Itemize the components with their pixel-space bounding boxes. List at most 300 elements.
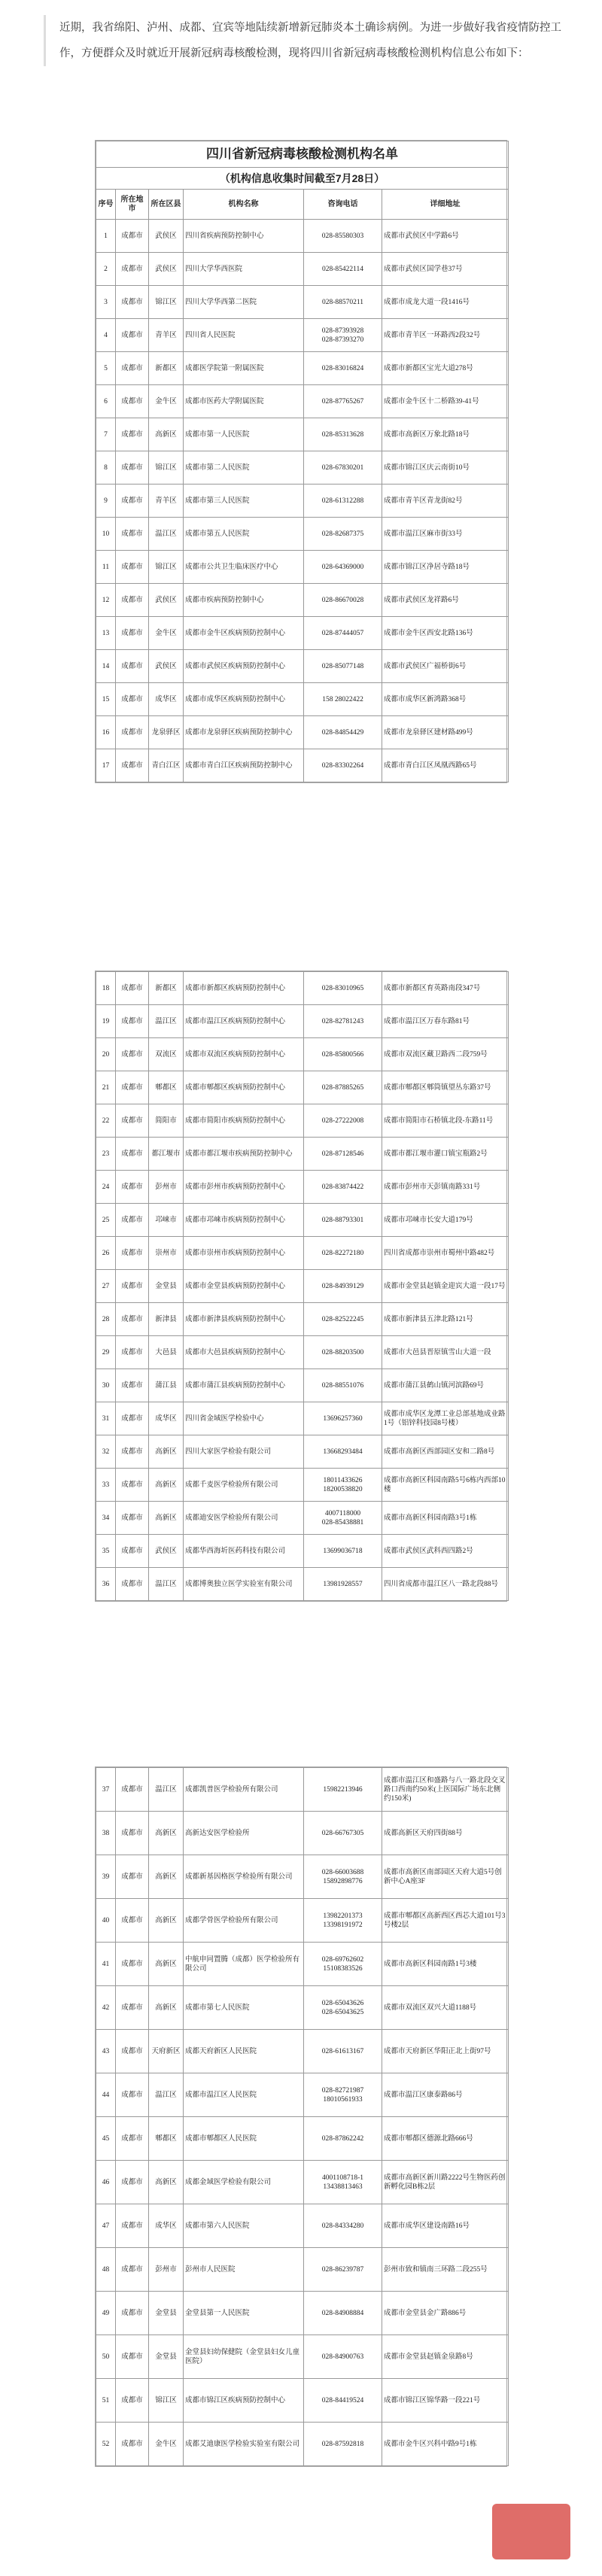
cell-address: 成都市新津县五津北路121号: [382, 1303, 509, 1336]
cell-name: 成都新基因格医学检验所有限公司: [184, 1855, 304, 1899]
table-row: [96, 683, 509, 716]
table-row: [96, 451, 509, 485]
cell-address: 成都市高新区西部园区安和二路8号: [382, 1435, 509, 1469]
cell-phone: 028-85422114: [304, 253, 382, 286]
cell-seq: 8: [96, 451, 116, 485]
cell-phone: 028-69762602 15108383526: [304, 1943, 382, 1986]
cell-phone: 028-86239787: [304, 2248, 382, 2292]
cell-city: 成都市: [116, 1812, 149, 1855]
cell-district: 新都区: [149, 972, 184, 1005]
cell-name: 成都市温江区疾病预防控制中心: [184, 1005, 304, 1038]
cell-seq: 23: [96, 1138, 116, 1171]
cell-address: 成都市双流区藏卫路西二段759号: [382, 1038, 509, 1071]
cell-seq: 50: [96, 2335, 116, 2379]
cell-name: 金堂县妇幼保健院（金堂县妇女儿童医院）: [184, 2335, 304, 2379]
cell-phone: 028-87592818: [304, 2423, 382, 2466]
cell-district: 金堂县: [149, 2292, 184, 2335]
table-row: [96, 253, 509, 286]
cell-name: 成都艾迪康医学检验实验室有限公司: [184, 2423, 304, 2466]
cell-name: 成都市新都区疾病预防控制中心: [184, 972, 304, 1005]
cell-phone: 028-82781243: [304, 1005, 382, 1038]
cell-phone: 028-65043626 028-65043625: [304, 1986, 382, 2030]
cell-district: 崇州市: [149, 1237, 184, 1270]
table-row: [96, 650, 509, 683]
table-row: [96, 2248, 509, 2292]
cell-phone: 028-87128546: [304, 1138, 382, 1171]
cell-district: 高新区: [149, 2161, 184, 2204]
cell-name: 成都市第五人民医院: [184, 518, 304, 551]
cell-address: 彭州市致和镇南三环路二段255号: [382, 2248, 509, 2292]
header-phone: 咨询电话: [304, 190, 382, 220]
table-row: [96, 485, 509, 518]
cell-phone: 028-84334280: [304, 2204, 382, 2248]
cell-city: 成都市: [116, 2423, 149, 2466]
table-row: [96, 1768, 509, 1812]
cell-name: 成都市大邑县疾病预防控制中心: [184, 1336, 304, 1369]
cell-phone: 028-83016824: [304, 352, 382, 385]
cell-name: 成都市锦江区疾病预防控制中心: [184, 2379, 304, 2423]
table-row: [96, 551, 509, 584]
table-row: [96, 518, 509, 551]
institutions-table-part-3: [96, 1767, 509, 2466]
header-seq: 序号: [96, 190, 116, 220]
cell-seq: 34: [96, 1502, 116, 1535]
cell-district: 郫都区: [149, 1071, 184, 1104]
cell-seq: 48: [96, 2248, 116, 2292]
cell-address: 成都市武侯区国学巷37号: [382, 253, 509, 286]
table-row: [96, 1303, 509, 1336]
cell-city: 成都市: [116, 683, 149, 716]
table-row: [96, 749, 509, 782]
cell-city: 成都市: [116, 972, 149, 1005]
table-row: [96, 2073, 509, 2117]
cell-district: 天府新区: [149, 2030, 184, 2073]
cell-seq: 9: [96, 485, 116, 518]
cell-district: 新津县: [149, 1303, 184, 1336]
cell-address: 成都市高新区新川路2222号生物医药创新孵化园B栋2层: [382, 2161, 509, 2204]
cell-city: 成都市: [116, 1071, 149, 1104]
cell-name: 成都凯普医学检验所有限公司: [184, 1768, 304, 1812]
cell-name: 成都市郫都区疾病预防控制中心: [184, 1071, 304, 1104]
table-row: [96, 1138, 509, 1171]
cell-address: 成都市成华区新鸿路368号: [382, 683, 509, 716]
cell-district: 锦江区: [149, 451, 184, 485]
cell-city: 成都市: [116, 485, 149, 518]
cell-address: 成都市金牛区兴科中路9号1栋: [382, 2423, 509, 2466]
cell-district: 成华区: [149, 2204, 184, 2248]
cell-address: 成都市温江区康泰路86号: [382, 2073, 509, 2117]
cell-district: 金牛区: [149, 385, 184, 418]
cell-city: 成都市: [116, 1943, 149, 1986]
cell-seq: 24: [96, 1171, 116, 1204]
cell-city: 成都市: [116, 2073, 149, 2117]
cell-city: 成都市: [116, 1138, 149, 1171]
cell-address: 成都市锦江区净居寺路18号: [382, 551, 509, 584]
cell-city: 成都市: [116, 253, 149, 286]
cell-district: 简阳市: [149, 1104, 184, 1138]
table-row: [96, 1171, 509, 1204]
cell-district: 锦江区: [149, 286, 184, 319]
cell-address: 成都市简阳市石桥镇北段-东路11号: [382, 1104, 509, 1138]
cell-city: 成都市: [116, 1171, 149, 1204]
header-city: 所在地市: [116, 190, 149, 220]
cell-seq: 6: [96, 385, 116, 418]
cell-district: 高新区: [149, 1469, 184, 1502]
cell-seq: 3: [96, 286, 116, 319]
table-body-1: [96, 220, 509, 782]
cell-district: 锦江区: [149, 2379, 184, 2423]
cell-seq: 16: [96, 716, 116, 749]
cell-address: 成都市金牛区十二桥路39-41号: [382, 385, 509, 418]
cell-seq: 13: [96, 617, 116, 650]
cell-district: 新都区: [149, 352, 184, 385]
cell-phone: 13981928557: [304, 1568, 382, 1601]
cell-name: 成都市郫都区人民医院: [184, 2117, 304, 2161]
cell-seq: 17: [96, 749, 116, 782]
cell-address: 成都市金堂县赵镇金泉路8号: [382, 2335, 509, 2379]
cell-seq: 25: [96, 1204, 116, 1237]
cell-seq: 33: [96, 1469, 116, 1502]
cell-district: 青羊区: [149, 485, 184, 518]
cell-name: 成都市第二人民医院: [184, 451, 304, 485]
cell-name: 成都市疾病预防控制中心: [184, 584, 304, 617]
cell-name: 四川省疾病预防控制中心: [184, 220, 304, 253]
cell-address: 成都市武侯区广福桥街6号: [382, 650, 509, 683]
cell-phone: 028-85800566: [304, 1038, 382, 1071]
cell-phone: 13668293484: [304, 1435, 382, 1469]
cell-city: 成都市: [116, 1336, 149, 1369]
cell-address: 成都市邛崃市长安大道179号: [382, 1204, 509, 1237]
cell-phone: 028-64369000: [304, 551, 382, 584]
table-row: [96, 1535, 509, 1568]
cell-address: 成都市青白江区凤凰西路65号: [382, 749, 509, 782]
table-row: [96, 2161, 509, 2204]
cell-seq: 28: [96, 1303, 116, 1336]
cell-city: 成都市: [116, 2379, 149, 2423]
cell-city: 成都市: [116, 286, 149, 319]
cell-name: 成都市邛崃市疾病预防控制中心: [184, 1204, 304, 1237]
cell-phone: 028-85077148: [304, 650, 382, 683]
cell-name: 四川省人民医院: [184, 319, 304, 352]
cell-name: 成都市第一人民医院: [184, 418, 304, 451]
cell-phone: 028-88551076: [304, 1369, 382, 1402]
cell-phone: 028-82721987 18010561933: [304, 2073, 382, 2117]
table-row: [96, 716, 509, 749]
cell-seq: 10: [96, 518, 116, 551]
cell-phone: 028-84900763: [304, 2335, 382, 2379]
table-row: [96, 1568, 509, 1601]
cell-district: 武侯区: [149, 650, 184, 683]
cell-seq: 30: [96, 1369, 116, 1402]
intro-paragraph: 近期，我省绵阳、泸州、成都、宜宾等地陆续新增新冠肺炎本土确诊病例。为进一步做好我省疫情防控工作，方便群众及时就近开展新冠病毒核酸检测，现将四川省新冠病毒核酸检测机构信息公布如下：: [44, 15, 563, 66]
cell-city: 成都市: [116, 1104, 149, 1138]
cell-seq: 22: [96, 1104, 116, 1138]
table-row: [96, 1899, 509, 1943]
cell-district: 高新区: [149, 1986, 184, 2030]
table-row: [96, 220, 509, 253]
cell-city: 成都市: [116, 2335, 149, 2379]
cell-district: 高新区: [149, 1812, 184, 1855]
table-row: [96, 1943, 509, 1986]
table-section-2: [95, 971, 507, 1602]
cell-seq: 21: [96, 1071, 116, 1104]
cell-address: 成都市大邑县晋原镇雪山大道一段: [382, 1336, 509, 1369]
cell-name: 成都市双流区疾病预防控制中心: [184, 1038, 304, 1071]
table-row: [96, 584, 509, 617]
cell-address: 成都市金堂县赵镇金迎宾大道一段17号: [382, 1270, 509, 1303]
cell-seq: 51: [96, 2379, 116, 2423]
cell-city: 成都市: [116, 1369, 149, 1402]
cell-phone: 028-82272180: [304, 1237, 382, 1270]
cell-city: 成都市: [116, 1204, 149, 1237]
cell-phone: 028-87885265: [304, 1071, 382, 1104]
cell-address: 成都市高新区科园南路1号3楼: [382, 1943, 509, 1986]
cell-phone: 028-86670028: [304, 584, 382, 617]
cell-district: 成华区: [149, 1402, 184, 1435]
cell-phone: 4001108718-1 13438813463: [304, 2161, 382, 2204]
table-row: [96, 1038, 509, 1071]
cell-city: 成都市: [116, 2161, 149, 2204]
cell-name: 四川大学华西医院: [184, 253, 304, 286]
cell-city: 成都市: [116, 220, 149, 253]
cell-address: 成都市温江区万春东路81号: [382, 1005, 509, 1038]
cell-district: 邛崃市: [149, 1204, 184, 1237]
cell-address: 成都市高新区科园南路3号1栋: [382, 1502, 509, 1535]
table-row: [96, 1336, 509, 1369]
cell-name: 成都市温江区人民医院: [184, 2073, 304, 2117]
institutions-table-part-2: [96, 971, 509, 1601]
table-row: [96, 2117, 509, 2161]
cell-seq: 20: [96, 1038, 116, 1071]
cell-address: 成都市锦江区庆云南街10号: [382, 451, 509, 485]
cell-city: 成都市: [116, 551, 149, 584]
cell-seq: 41: [96, 1943, 116, 1986]
cell-city: 成都市: [116, 1270, 149, 1303]
cell-address: 成都高新区天府四街88号: [382, 1812, 509, 1855]
cell-district: 高新区: [149, 1899, 184, 1943]
cell-name: 成都市简阳市疾病预防控制中心: [184, 1104, 304, 1138]
cell-name: 成都市新津县疾病预防控制中心: [184, 1303, 304, 1336]
cell-name: 成都市彭州市疾病预防控制中心: [184, 1171, 304, 1204]
cell-district: 彭州市: [149, 1171, 184, 1204]
cell-name: 成都医学院第一附属医院: [184, 352, 304, 385]
cell-seq: 19: [96, 1005, 116, 1038]
cell-name: 成都市金堂县疾病预防控制中心: [184, 1270, 304, 1303]
cell-address: 成都市蒲江县鹤山镇河滨路69号: [382, 1369, 509, 1402]
cell-seq: 47: [96, 2204, 116, 2248]
cell-district: 高新区: [149, 418, 184, 451]
table-section-3: [95, 1766, 507, 2467]
cell-phone: 18011433626 18200538820: [304, 1469, 382, 1502]
cell-seq: 36: [96, 1568, 116, 1601]
table-row: [96, 1005, 509, 1038]
cell-name: 高新达安医学检验所: [184, 1812, 304, 1855]
cell-address: 成都市青羊区一环路西2段32号: [382, 319, 509, 352]
cell-name: 成都市武侯区疾病预防控制中心: [184, 650, 304, 683]
table-row: [96, 1502, 509, 1535]
cell-address: 成都市青羊区青龙街82号: [382, 485, 509, 518]
cell-name: 成都市都江堰市疾病预防控制中心: [184, 1138, 304, 1171]
cell-address: 成都市新都区宝光大道278号: [382, 352, 509, 385]
cell-city: 成都市: [116, 2292, 149, 2335]
cell-name: 成都市崇州市疾病预防控制中心: [184, 1237, 304, 1270]
cell-district: 武侯区: [149, 220, 184, 253]
cell-phone: 13699036718: [304, 1535, 382, 1568]
cell-city: 成都市: [116, 1038, 149, 1071]
cell-address: 成都市金牛区西安北路136号: [382, 617, 509, 650]
cell-city: 成都市: [116, 1005, 149, 1038]
table-row: [96, 286, 509, 319]
cell-district: 成华区: [149, 683, 184, 716]
table-header-row: [96, 190, 509, 220]
cell-district: 双流区: [149, 1038, 184, 1071]
cell-city: 成都市: [116, 319, 149, 352]
header-district: 所在区县: [149, 190, 184, 220]
cell-name: 成都市蒲江县疾病预防控制中心: [184, 1369, 304, 1402]
cell-phone: 028-84419524: [304, 2379, 382, 2423]
cell-city: 成都市: [116, 716, 149, 749]
cell-phone: 028-87444057: [304, 617, 382, 650]
table-row: [96, 319, 509, 352]
table-row: [96, 2335, 509, 2379]
cell-phone: 028-87393928 028-87393270: [304, 319, 382, 352]
cell-phone: 15982213946: [304, 1768, 382, 1812]
cell-phone: 028-82522245: [304, 1303, 382, 1336]
cell-city: 成都市: [116, 1568, 149, 1601]
cell-seq: 15: [96, 683, 116, 716]
table-row: [96, 1071, 509, 1104]
cell-phone: 158 28022422: [304, 683, 382, 716]
cell-name: 成都市龙泉驿区疾病预防控制中心: [184, 716, 304, 749]
cell-city: 成都市: [116, 617, 149, 650]
cell-name: 成都金域医学检验有限公司: [184, 2161, 304, 2204]
cell-phone: 028-66767305: [304, 1812, 382, 1855]
cell-district: 青白江区: [149, 749, 184, 782]
cell-city: 成都市: [116, 1986, 149, 2030]
cell-phone: 028-82687375: [304, 518, 382, 551]
cell-name: 四川省金域医学检验中心: [184, 1402, 304, 1435]
cell-name: 成都博奥独立医学实验室有限公司: [184, 1568, 304, 1601]
cell-phone: 028-88570211: [304, 286, 382, 319]
cell-city: 成都市: [116, 385, 149, 418]
cell-district: 大邑县: [149, 1336, 184, 1369]
cell-district: 金牛区: [149, 617, 184, 650]
cell-city: 成都市: [116, 1402, 149, 1435]
cell-name: 成都市第六人民医院: [184, 2204, 304, 2248]
cell-address: 成都市成龙大道一段1416号: [382, 286, 509, 319]
cell-seq: 29: [96, 1336, 116, 1369]
cell-address: 成都市龙泉驿区建材路499号: [382, 716, 509, 749]
cell-address: 成都市武侯区龙祥路6号: [382, 584, 509, 617]
table-row: [96, 2030, 509, 2073]
table-row: [96, 617, 509, 650]
cell-city: 成都市: [116, 1469, 149, 1502]
cell-city: 成都市: [116, 518, 149, 551]
cell-seq: 27: [96, 1270, 116, 1303]
cell-address: 成都市金堂县金广路886号: [382, 2292, 509, 2335]
cell-phone: 028-84908884: [304, 2292, 382, 2335]
cell-name: 成都市金牛区疾病预防控制中心: [184, 617, 304, 650]
cell-city: 成都市: [116, 1237, 149, 1270]
cell-address: 成都市成华区建设南路16号: [382, 2204, 509, 2248]
cell-address: 成都市天府新区华阳正北上街97号: [382, 2030, 509, 2073]
table-row: [96, 1986, 509, 2030]
cell-name: 成都千麦医学检验所有限公司: [184, 1469, 304, 1502]
cell-address: 成都市郫都区德源北路666号: [382, 2117, 509, 2161]
cell-seq: 2: [96, 253, 116, 286]
cell-phone: 028-87765267: [304, 385, 382, 418]
cell-city: 成都市: [116, 1535, 149, 1568]
cell-phone: 028-88793301: [304, 1204, 382, 1237]
cell-address: 成都市武侯区武科西四路2号: [382, 1535, 509, 1568]
cell-address: 成都市高新区万象北路18号: [382, 418, 509, 451]
cell-address: 成都市锦江区锦华路一段221号: [382, 2379, 509, 2423]
cell-phone: 028-83010965: [304, 972, 382, 1005]
table-row: [96, 418, 509, 451]
cell-city: 成都市: [116, 2030, 149, 2073]
cell-city: 成都市: [116, 1303, 149, 1336]
cell-phone: 13696257360: [304, 1402, 382, 1435]
cell-seq: 32: [96, 1435, 116, 1469]
cell-city: 成都市: [116, 1435, 149, 1469]
chuanguan-logo: [492, 2504, 570, 2559]
cell-seq: 4: [96, 319, 116, 352]
table-section-1: [95, 140, 507, 783]
cell-address: 成都市温江区和盛路与八一路北段交叉路口西南约50米(上医国际广场东北侧约150米): [382, 1768, 509, 1812]
cell-address: 成都市都江堰市灌口镇宝瓶路2号: [382, 1138, 509, 1171]
cell-district: 金牛区: [149, 2423, 184, 2466]
cell-city: 成都市: [116, 650, 149, 683]
cell-phone: 028-85313628: [304, 418, 382, 451]
cell-district: 彭州市: [149, 2248, 184, 2292]
cell-city: 成都市: [116, 2117, 149, 2161]
cell-district: 蒲江县: [149, 1369, 184, 1402]
cell-phone: 4007118000 028-85438881: [304, 1502, 382, 1535]
cell-city: 成都市: [116, 451, 149, 485]
cell-city: 成都市: [116, 1502, 149, 1535]
cell-phone: 028-83874422: [304, 1171, 382, 1204]
cell-phone: 13982201373 13398191972: [304, 1899, 382, 1943]
cell-phone: 028-66003688 15892898776: [304, 1855, 382, 1899]
cell-seq: 38: [96, 1812, 116, 1855]
cell-district: 金堂县: [149, 1270, 184, 1303]
cell-address: 成都市高新区南部园区天府大道5号创新中心A座3F: [382, 1855, 509, 1899]
cell-phone: 028-67830201: [304, 451, 382, 485]
cell-district: 温江区: [149, 2073, 184, 2117]
cell-name: 成都华西海圻医药科技有限公司: [184, 1535, 304, 1568]
cell-seq: 18: [96, 972, 116, 1005]
table-row: [96, 1204, 509, 1237]
cell-seq: 40: [96, 1899, 116, 1943]
cell-phone: 028-27222008: [304, 1104, 382, 1138]
cell-city: 成都市: [116, 2248, 149, 2292]
cell-seq: 42: [96, 1986, 116, 2030]
header-name: 机构名称: [184, 190, 304, 220]
cell-address: 成都市成华区龙潭工业总部基地成业路1号（铝锌科技园8号楼）: [382, 1402, 509, 1435]
table-row: [96, 972, 509, 1005]
cell-phone: 028-85580303: [304, 220, 382, 253]
cell-address: 成都市新都区育英路南段347号: [382, 972, 509, 1005]
cell-phone: 028-61613167: [304, 2030, 382, 2073]
cell-phone: 028-61312288: [304, 485, 382, 518]
cell-city: 成都市: [116, 1855, 149, 1899]
cell-phone: 028-84854429: [304, 716, 382, 749]
cell-name: 成都学骨医学检验所有限公司: [184, 1899, 304, 1943]
table-row: [96, 385, 509, 418]
cell-name: 四川大家医学检验有限公司: [184, 1435, 304, 1469]
cell-district: 金堂县: [149, 2335, 184, 2379]
cell-seq: 45: [96, 2117, 116, 2161]
